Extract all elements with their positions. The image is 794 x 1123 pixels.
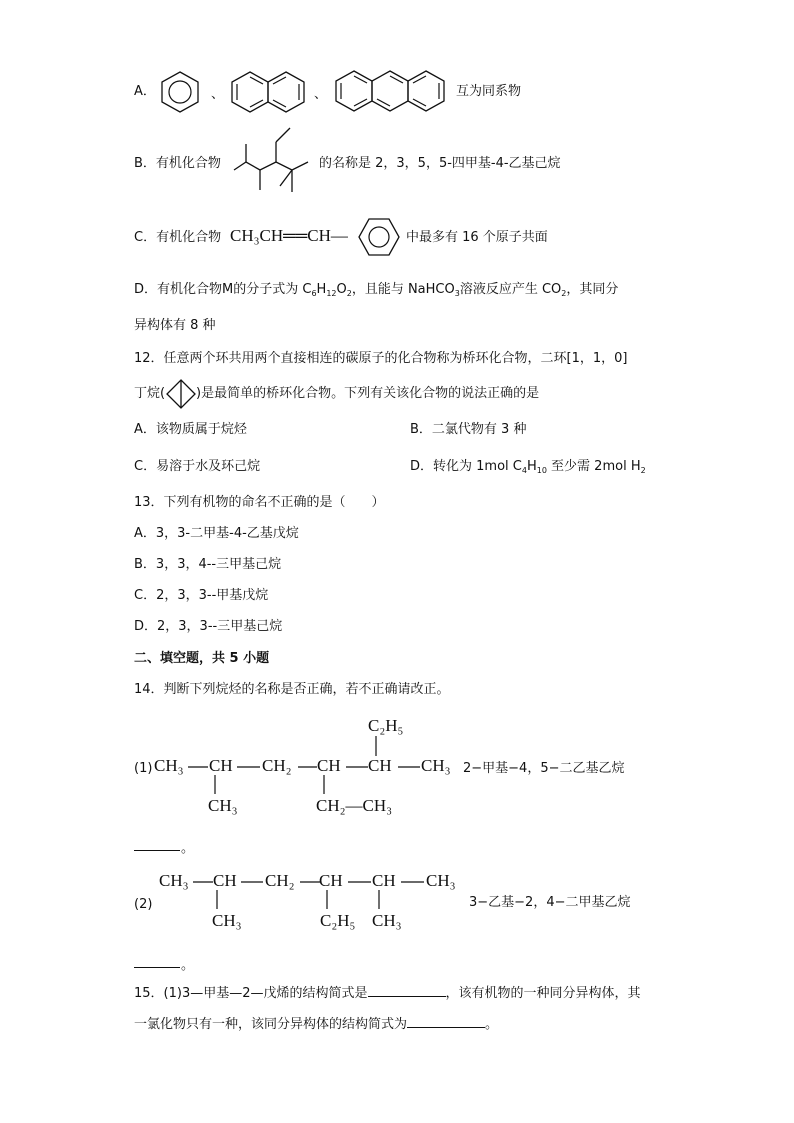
subscript: 4 [521,466,527,475]
q15-blank-1[interactable] [368,984,446,997]
q14-part2-name: 3−乙基−2，4−二甲基乙烷 [469,895,631,910]
subscript: 3 [454,289,460,298]
section-title: 二、填空题，共 5 小题 [134,651,270,666]
chain-group: CH₂ [265,871,295,890]
subscript: 12 [326,289,337,298]
subscript: 2 [640,466,646,475]
text: H [526,459,537,474]
subscript: 2 [346,289,352,298]
subscript: 6 [311,289,317,298]
subscript: 2 [561,289,567,298]
q13-option-b: B．3，3，4--三甲基己烷 [134,557,282,572]
chain-group: CH [372,871,396,890]
q15-line1 [134,984,641,1003]
text: 一氯化物只有一种，该同分异构体的结构简式为 [134,1017,408,1032]
naphthalene-structure-icon [230,70,310,114]
q12-stem-line2-a: 丁烷( [134,386,166,401]
q14-part1-end: 。 [181,841,195,856]
anthracene-structure-icon [334,68,452,114]
benzene-structure-icon [160,70,200,114]
q14-part2-end: 。 [181,958,195,973]
q14-part1-branch-ethyl: CH₂—CH₃ [316,796,393,815]
subscript: 10 [536,466,547,475]
q11-option-d-line2: 异构体有 8 种 [134,318,216,333]
q14-part1-label: (1) [134,761,153,776]
q11-option-b-text: 的名称是 2，3，5，5-四甲基-4-乙基己烷 [319,156,561,171]
text: 。 [485,1017,499,1032]
q14-part1-answer-blank[interactable] [134,838,180,851]
q11-option-d-line1 [134,281,618,303]
text: H [316,282,327,297]
chain-group: CH₃ [154,756,184,775]
q13-option-a: A．3，3-二甲基-4-乙基戊烷 [134,526,299,541]
q12-option-d [410,458,646,480]
bicyclobutane-structure-icon [166,379,196,409]
text: D．转化为 1mol C [410,459,522,474]
text: ，其同分 [566,282,619,297]
chain-group: CH₃ [421,756,451,775]
q13-option-c: C．2，3，3--甲基戊烷 [134,588,269,603]
q14-part2-answer-blank[interactable] [134,955,180,968]
q14-part2-label: (2) [134,897,153,912]
q14-part2-branch-methyl: CH₃ [372,911,402,930]
separator-comma: 、 [211,87,225,102]
separator-comma: 、 [314,87,328,102]
text: 15．(1)3—甲基—2—戊烯的结构简式是 [134,986,368,1001]
chain-group: CH [317,756,341,775]
phenyl-ring-icon [358,218,400,256]
chain-group: CH₃ [426,871,456,890]
q11-option-c-formula: CH₃CH══CH— [230,226,348,245]
q15-blank-2[interactable] [407,1015,485,1028]
q14-part1-name: 2−甲基−4，5−二乙基乙烷 [463,761,625,776]
skeletal-alkane-structure [232,124,312,200]
q11-option-c-label: C．有机化合物 [134,230,222,245]
chain-group: CH₃ [159,871,189,890]
q12-option-b: B．二氯代物有 3 种 [410,422,527,437]
chain-group: CH [209,756,233,775]
text: ，该有机物的一种同分异构体，其 [445,986,641,1001]
chain-group: CH [213,871,237,890]
q14-part2-branch-methyl: CH₃ [212,911,242,930]
q12-option-a: A．该物质属于烷烃 [134,422,247,437]
q14-stem: 14．判断下列烷烃的名称是否正确，若不正确请改正。 [134,682,450,697]
text: ，且能与 NaHCO [351,282,455,297]
q13-stem: 13．下列有机物的命名不正确的是（ ） [134,495,385,510]
q12-stem-line1: 12．任意两个环共用两个直接相连的碳原子的化合物称为桥环化合物，二环[1，1，0] [134,351,628,366]
q11-option-a-text: 互为同系物 [456,84,522,99]
q12-option-c: C．易溶于水及环己烷 [134,459,261,474]
q11-option-c-text: 中最多有 16 个原子共面 [406,230,548,245]
text: 至少需 2mol H [546,459,641,474]
q14-part1-top-group: C₂H₅ [368,716,404,735]
q11-option-b-label: B．有机化合物 [134,156,221,171]
q15-line2 [134,1015,498,1034]
chain-group: CH₂ [262,756,292,775]
chain-group: CH [368,756,392,775]
text: D．有机化合物M的分子式为 C [134,282,312,297]
chain-group: CH [319,871,343,890]
text: 溶液反应产生 CO [459,282,562,297]
q13-option-d: D．2，3，3--三甲基己烷 [134,619,283,634]
q14-part1-branch-methyl: CH₃ [208,796,238,815]
q14-part2-branch-ethyl: C₂H₅ [320,911,356,930]
q12-stem-line2-b: )是最简单的桥环化合物。下列有关该化合物的说法正确的是 [196,386,540,401]
text: O [336,282,347,297]
q11-option-a-label: A． [134,84,156,99]
